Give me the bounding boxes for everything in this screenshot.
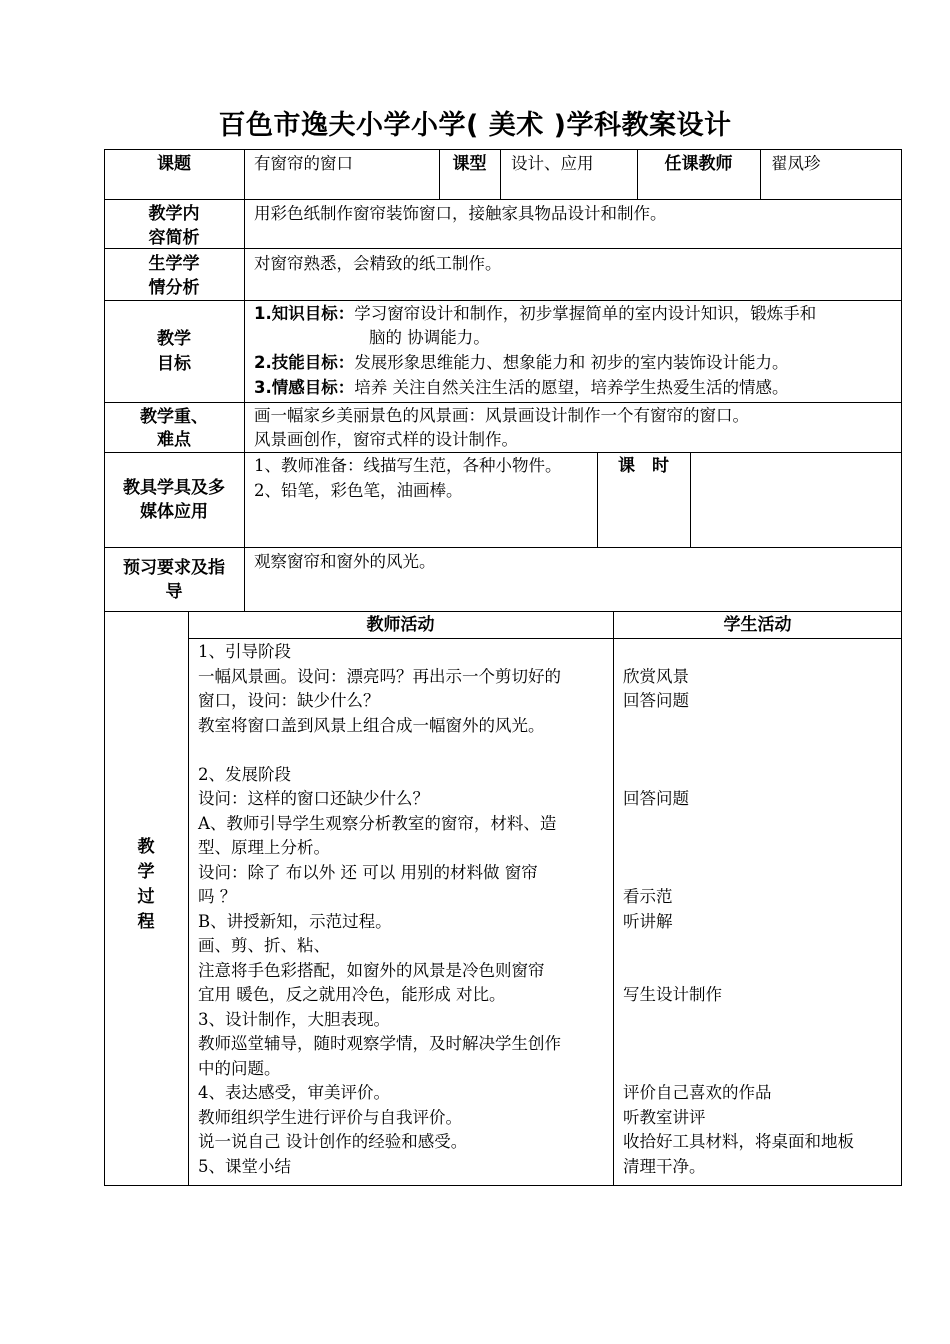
materials-label-1: 教具学具及多 (123, 478, 225, 498)
process-label-divider (188, 611, 189, 1186)
teacher-activity-line: 一幅风景画。设问：漂亮吗？再出示一个剪切好的 (198, 666, 561, 686)
student-activity-line (623, 738, 854, 763)
type-value: 设计、应用 (511, 154, 594, 173)
teacher-activity-line: A、教师引导学生观察分析教室的窗帘，材料、造 (198, 813, 557, 833)
student-activity-line (623, 763, 854, 788)
student-activity-line: 写生设计制作 (623, 985, 722, 1004)
key-points-line-1: 画一幅家乡美丽景色的风景画：风景画设计制作一个有窗帘的窗口。 (254, 406, 749, 425)
preview-label-1: 预习要求及指 (123, 558, 225, 578)
materials-line-1: 1、教师准备：线描写生范，各种小物件。 (254, 456, 562, 475)
teacher-activity-line: 中的问题。 (198, 1058, 281, 1078)
teacher-value: 翟凤珍 (771, 154, 821, 173)
teacher-activity-line: 型、原理上分析。 (198, 838, 330, 857)
label-column-divider (244, 149, 245, 612)
student-activity-line (623, 1057, 854, 1082)
column-divider (690, 452, 691, 548)
row-divider (104, 402, 902, 403)
topic-label: 课题 (157, 154, 191, 174)
student-analysis-label-1: 生学学 (148, 254, 200, 274)
teacher-activity-header: 教师活动 (366, 615, 435, 635)
student-activity-line: 回答问题 (623, 691, 689, 710)
student-analysis-label-2: 情分析 (148, 278, 200, 298)
student-activity-line (623, 812, 854, 837)
student-activity-line: 看示范 (623, 887, 673, 906)
key-points-label-2: 难点 (157, 430, 191, 450)
knowledge-objective-label: 1.知识目标： (254, 304, 355, 323)
teacher-activity-list (198, 640, 561, 1179)
student-activity-line (623, 836, 854, 861)
content-analysis-label-1: 教学内 (148, 204, 200, 224)
knowledge-objective-cont: 脑的 协调能力。 (369, 328, 490, 347)
teacher-activity-line: 设问：除了 布以外 还 可以 用别的材料做 窗帘 (198, 862, 538, 882)
teacher-activity-line: 教师巡堂辅导，随时观察学情，及时解决学生创作 (198, 1034, 561, 1053)
preview-text: 观察窗帘和窗外的风光。 (254, 552, 436, 571)
materials-label-2: 媒体应用 (140, 502, 208, 522)
objectives-label-1: 教学 (157, 329, 191, 349)
teacher-activity-line: 2、发展阶段 (198, 764, 291, 784)
knowledge-objective-text: 学习窗帘设计和制作，初步掌握简单的室内设计知识，锻炼手和 (354, 304, 817, 323)
student-activity-line (623, 1008, 854, 1033)
student-activity-line (623, 861, 854, 886)
column-divider (500, 149, 501, 200)
student-analysis-text: 对窗帘熟悉，会精致的纸工制作。 (254, 254, 502, 273)
student-activity-line: 听讲解 (623, 911, 673, 931)
skill-objective-label: 2.技能目标： (254, 353, 355, 372)
process-label-char: 学 (137, 862, 155, 882)
teacher-activity-line (198, 738, 561, 763)
teacher-activity-line: 设问：这样的窗口还缺少什么？ (198, 789, 429, 808)
knowledge-objective (254, 302, 816, 327)
topic-value: 有窗帘的窗口 (254, 154, 353, 173)
teacher-activity-line: 窗口，设问：缺少什么？ (198, 691, 380, 710)
teacher-activity-line: 3、设计制作，大胆表现。 (198, 1009, 390, 1029)
activity-column-divider (613, 611, 614, 1186)
process-label-char: 过 (137, 887, 155, 907)
emotion-objective-text: 培养 关注自然关注生活的愿望，培养学生热爱生活的情感。 (354, 378, 789, 397)
content-analysis-label-2: 容简析 (148, 228, 200, 248)
process-header-divider (188, 638, 902, 639)
teacher-activity-line: 画、剪、折、粘、 (198, 936, 330, 955)
student-activity-line: 评价自己喜欢的作品 (623, 1083, 772, 1102)
student-activity-line: 欣赏风景 (623, 666, 689, 686)
skill-objective (254, 351, 789, 376)
teacher-activity-line: 4、表达感受，审美评价。 (198, 1083, 390, 1102)
emotion-objective (254, 376, 789, 401)
teacher-activity-line: 吗 ？ (198, 887, 237, 906)
student-activity-list (623, 640, 854, 1179)
teacher-activity-line: 注意将手色彩搭配，如窗外的风景是冷色则窗帘 (198, 960, 545, 980)
row-divider (104, 199, 902, 200)
objectives-label-2: 目标 (157, 354, 191, 374)
key-points-line-2: 风景画创作，窗帘式样的设计制作。 (254, 430, 518, 449)
student-activity-line: 听教室讲评 (623, 1107, 706, 1127)
process-label-char: 教 (137, 837, 155, 857)
type-label: 课型 (452, 154, 487, 174)
process-label-char: 程 (137, 912, 155, 932)
student-activity-line: 清理干净。 (623, 1156, 706, 1176)
student-activity-line (623, 1032, 854, 1057)
student-activity-line (623, 714, 854, 739)
emotion-objective-label: 3.情感目标： (254, 378, 355, 397)
teacher-activity-line: 教师组织学生进行评价与自我评价。 (198, 1107, 462, 1127)
content-analysis-text: 用彩色纸制作窗帘装饰窗口，接触家具物品设计和制作。 (254, 204, 667, 223)
teacher-activity-line: 教室将窗口盖到风景上组合成一幅窗外的风光。 (198, 715, 545, 735)
page-title: 百色市逸夫小学小学( 美术 )学科教案设计 (218, 110, 732, 141)
student-activity-line: 回答问题 (623, 789, 689, 808)
teacher-label: 任课教师 (664, 154, 733, 174)
preview-label-2: 导 (165, 582, 183, 602)
student-activity-line: 收拾好工具材料，将桌面和地板 (623, 1132, 854, 1151)
row-divider (104, 547, 902, 548)
student-activity-line (623, 934, 854, 959)
student-activity-line (623, 640, 854, 665)
teacher-activity-line: B、讲授新知，示范过程。 (198, 911, 392, 931)
hours-label: 课 时 (618, 456, 669, 476)
row-divider (104, 611, 902, 612)
teacher-activity-line: 1、引导阶段 (198, 642, 291, 661)
teacher-activity-line: 5、课堂小结 (198, 1156, 291, 1176)
key-points-label-1: 教学重、 (140, 407, 208, 427)
teacher-activity-line: 说一说自己 设计创作的经验和感受。 (198, 1132, 468, 1151)
teacher-activity-line: 宜用 暖色，反之就用冷色，能形成 对比。 (198, 985, 506, 1004)
skill-objective-text: 发展形象思维能力、想象能力和 初步的室内装饰设计能力。 (354, 353, 789, 372)
materials-line-2: 2、铅笔，彩色笔，油画棒。 (254, 481, 463, 500)
column-divider (760, 149, 761, 200)
student-activity-header: 学生活动 (723, 615, 792, 635)
student-activity-line (623, 959, 854, 984)
